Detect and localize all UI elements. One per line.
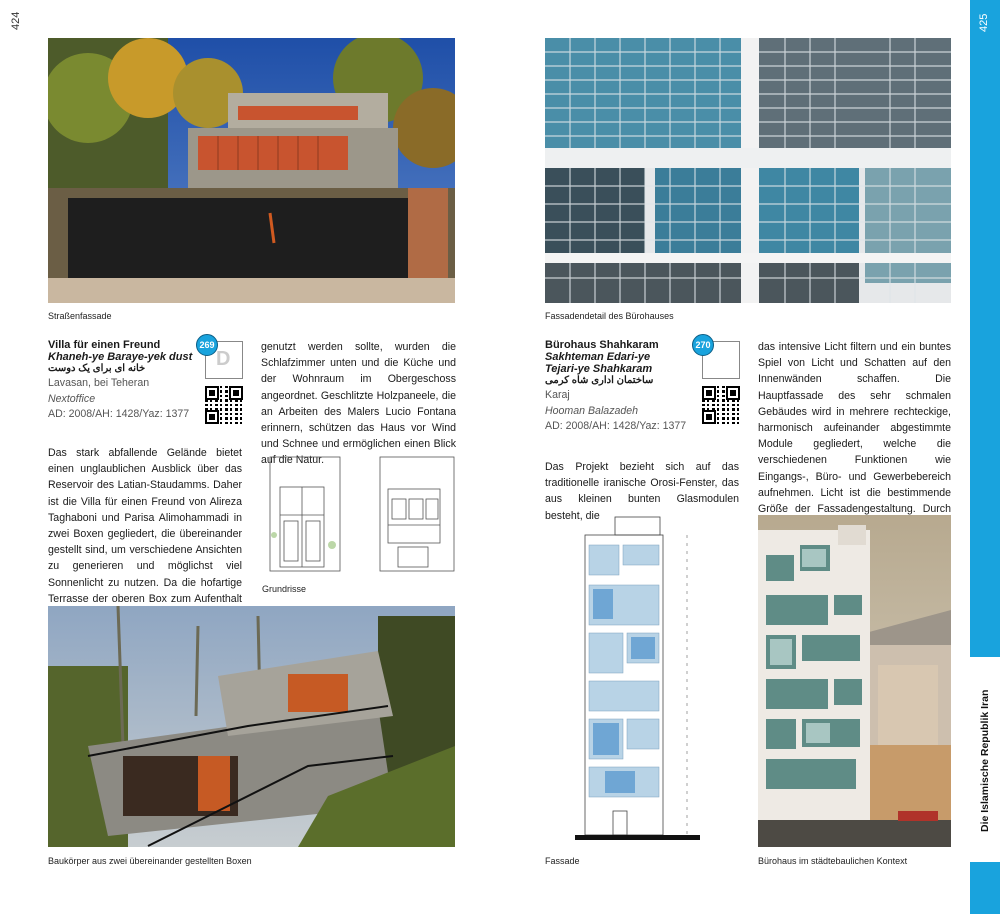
photo-stacked-boxes [48,606,455,847]
qr-code-icon[interactable] [702,386,740,424]
entry-subtitle-line2: Tejari-ye Shahkaram [545,363,653,375]
caption-street-facade: Straßenfassade [48,311,112,321]
caption-facade-elevation: Fassade [545,856,580,866]
entry-location: Lavasan, bei Teheran [48,377,150,389]
page-number-left: 424 [10,11,22,30]
entry-number-badge: 270 [692,334,714,356]
entry-header-270 [545,339,695,435]
entry-dates: AD: 2008/AH: 1428/Yaz: 1377 [48,408,190,420]
caption-floor-plans: Grundrisse [262,584,307,594]
caption-facade-detail: Fassadendetail des Bürohauses [545,311,674,321]
sidebar-tab-top [970,0,1000,657]
body-text-col1-right: Das Projekt bezieht sich auf das traditionelle iranische Orosi-Fenster, das aus kleinen bunten Glasmodulen besteht, die [545,461,739,522]
entry-location: Karaj [545,389,570,401]
entry-subtitle: Khaneh-ye Baraye-yek dust [48,351,193,363]
entry-header-269 [48,339,198,423]
body-text-col2-left: genutzt werden sollte, wurden die Schlafzimmer unten und die Küche und der Wohnraum im Obergeschoss angeordnet. Geschlitzte Holzpaneele, die an Arbeiten des Malers Lucio Fontana erinnern, schützen das Haus vor Wind und Schnee und ermöglichen einen Blick auf die Natur. [261,341,456,467]
entry-architect: Hooman Balazadeh [545,404,639,417]
qr-code-icon[interactable] [205,386,243,424]
entry-persian-title: خانه ای برای یک دوست [48,363,146,374]
caption-urban-context: Bürohaus im städtebaulichen Kontext [758,856,908,866]
body-text-col2-right: das intensive Licht filtern und ein buntes Spiel von Licht und Schatten auf den Innenwänden schaffen. Die Hauptfassade des sehr schmalen Gebäudes wird in mehrere rechteckige, harmonisch aufeinander abgestimmte Module gegliedert, welche die verschiedenen Funktionen wie Eingangs-, Büro- und Gewerbebereich aufnehmen. Licht ist die bestimmende Größe der Fassadengestaltung. Durch [758,341,951,516]
page-number-right: 425 [978,13,990,32]
photo-facade-detail [545,38,951,303]
entry-persian-title: ساختمان اداری شاه کرمی [545,375,654,386]
entry-subtitle-line1: Sakhteman Edari-ye [545,351,651,363]
entry-dates: AD: 2008/AH: 1428/Yaz: 1377 [545,420,687,432]
map-letter: D [216,348,231,370]
photo-street-facade [48,38,455,303]
entry-architect: Nextoffice [48,392,96,405]
entry-title: Villa für einen Freund [48,339,161,351]
sidebar-chapter-label [970,660,1000,860]
entry-title: Bürohaus Shahkaram [545,339,659,351]
entry-number-badge: 269 [196,334,218,356]
facade-elevation-drawing [575,515,700,850]
chapter-title: Die Islamische Republik Iran [979,689,991,832]
photo-urban-context [758,515,951,847]
sidebar-tab-bottom [970,862,1000,914]
caption-stacked-boxes: Baukörper aus zwei übereinander gestellten Boxen [48,856,252,866]
body-text-col1-left: Das stark abfallende Gelände bietet einen unglaublichen Ausblick über das Reservoir des Latian-Staudamms. Daher ist die Villa für einen Freund von Alireza Taghaboni und Parisa Alimohammadi in zwei Boxen gegliedert, die übereinander gestellt sind, um verschiedene Ansichten zu generieren und möglichst viel Sonnenlicht zu nutzen. Da die hofartige Terrasse der oberen Box zum Aufenthalt [48,447,242,605]
floor-plans-drawing [262,455,456,575]
